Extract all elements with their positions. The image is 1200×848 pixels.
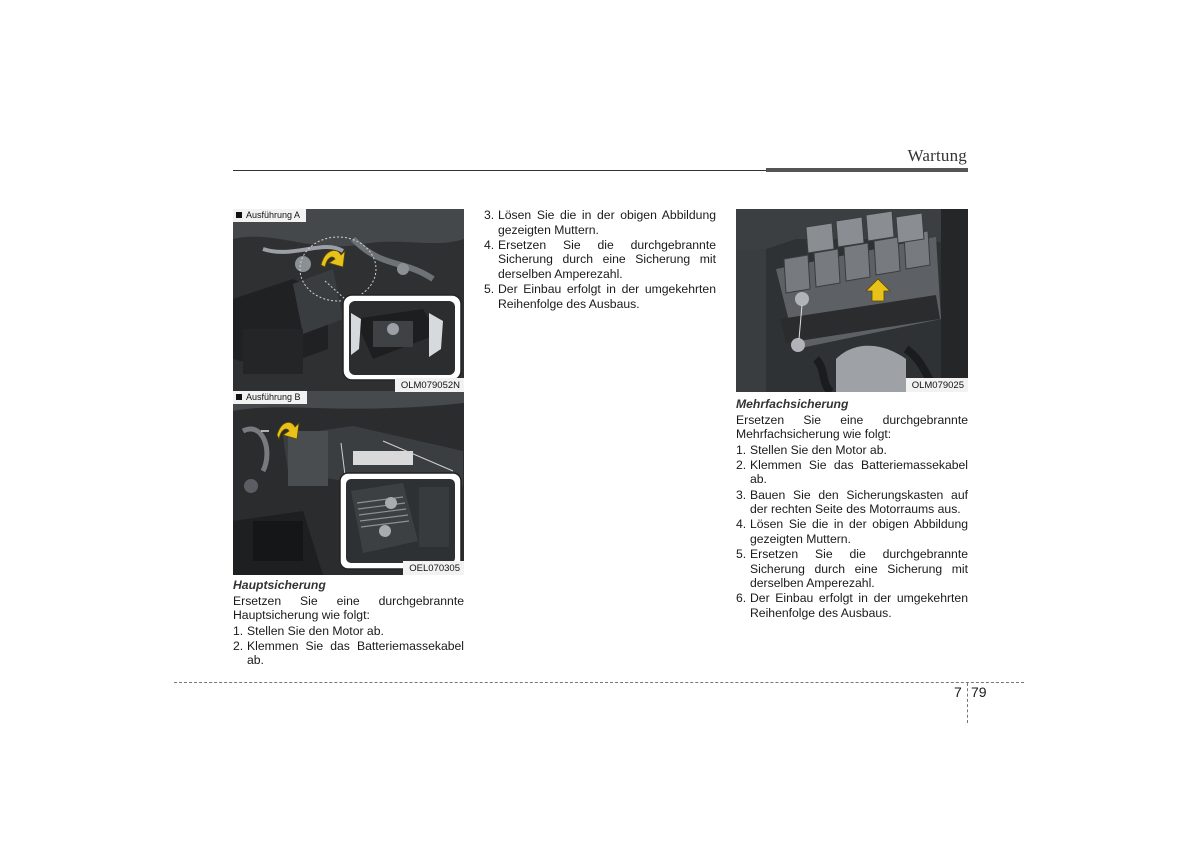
step-number: 1.: [736, 442, 747, 457]
intro-paragraph: Ersetzen Sie eine durchgebrannte Hauptsicherung wie folgt:: [233, 593, 464, 623]
figure-label: [233, 209, 306, 222]
step-number: 4.: [736, 517, 747, 532]
list-item: [233, 639, 464, 668]
subheading-main-fuse: Hauptsicherung: [233, 578, 326, 592]
step-number: 4.: [484, 237, 495, 252]
page-number: 79: [971, 684, 987, 700]
figure-code: OLM079052N: [395, 378, 464, 392]
footer-divider: [967, 683, 968, 723]
step-text: Ersetzen Sie die durchgebrannte Sicherung durch eine Sicherung mit derselben Amperezahl.: [750, 546, 968, 591]
section-title: Wartung: [907, 146, 967, 165]
figure-version-b: [233, 391, 464, 575]
figure-version-a: [233, 209, 464, 392]
list-item: [736, 547, 968, 591]
step-text: Lösen Sie die in der obigen Abbildung gezeigten Muttern.: [498, 208, 716, 237]
list-item: [484, 208, 716, 237]
list-item: [484, 282, 716, 311]
step-text: Klemmen Sie das Batteriemassekabel ab.: [247, 638, 464, 668]
step-number: 1.: [233, 623, 244, 638]
step-text: Stellen Sie den Motor ab.: [750, 442, 887, 457]
step-text: Der Einbau erfolgt in der umgekehrten Reihenfolge des Ausbaus.: [750, 591, 968, 620]
steps-list: [736, 443, 968, 621]
list-item: [736, 458, 968, 487]
step-number: 2.: [736, 457, 747, 472]
steps-list: [484, 208, 716, 311]
list-item: [484, 238, 716, 282]
text-main-fuse: [233, 578, 464, 669]
step-text: Der Einbau erfolgt in der umgekehrten Reihenfolge des Ausbaus.: [498, 281, 716, 311]
step-text: Lösen Sie die in der obigen Abbildung gezeigten Muttern.: [750, 517, 968, 546]
step-number: 3.: [484, 208, 495, 222]
step-number: 5.: [484, 281, 495, 296]
list-item: [736, 591, 968, 620]
step-number: 6.: [736, 591, 747, 606]
engine-bay-illustration-b: [233, 391, 464, 575]
text-main-fuse-continued: [484, 208, 716, 312]
step-number: 5.: [736, 546, 747, 561]
footer-rule: [174, 682, 1024, 683]
figure-multi-fuse: [736, 209, 968, 392]
step-text: Ersetzen Sie die durchgebrannte Sicherung durch eine Sicherung mit derselben Amperezahl.: [498, 237, 716, 281]
list-item: [736, 517, 968, 546]
figure-label-text: Ausführung B: [246, 392, 301, 402]
header-rule-accent: [766, 168, 968, 172]
text-multi-fuse: [736, 397, 968, 621]
step-text: Bauen Sie den Sicherungskasten auf der rechten Seite des Motorraums aus.: [750, 487, 968, 517]
step-number: 2.: [233, 638, 244, 653]
subheading-multi-fuse: Mehrfachsicherung: [736, 397, 849, 411]
list-item: [736, 443, 968, 458]
figure-code: OLM079025: [906, 378, 968, 392]
figure-code: OEL070305: [403, 561, 464, 575]
intro-paragraph: Ersetzen Sie eine durchgebrannte Mehrfachsicherung wie folgt:: [736, 412, 968, 442]
list-item: [736, 488, 968, 517]
figure-label: [233, 391, 307, 404]
chapter-number: 7: [954, 684, 962, 700]
square-bullet-icon: [236, 394, 242, 400]
steps-list: [233, 624, 464, 668]
figure-label-text: Ausführung A: [246, 210, 301, 220]
step-text: Klemmen Sie das Batteriemassekabel ab.: [750, 457, 968, 487]
engine-bay-illustration-a: [233, 209, 464, 392]
list-item: [233, 624, 464, 639]
fuse-box-illustration: [736, 209, 968, 392]
step-number: 3.: [736, 487, 747, 502]
square-bullet-icon: [236, 212, 242, 218]
step-text: Stellen Sie den Motor ab.: [247, 623, 384, 638]
